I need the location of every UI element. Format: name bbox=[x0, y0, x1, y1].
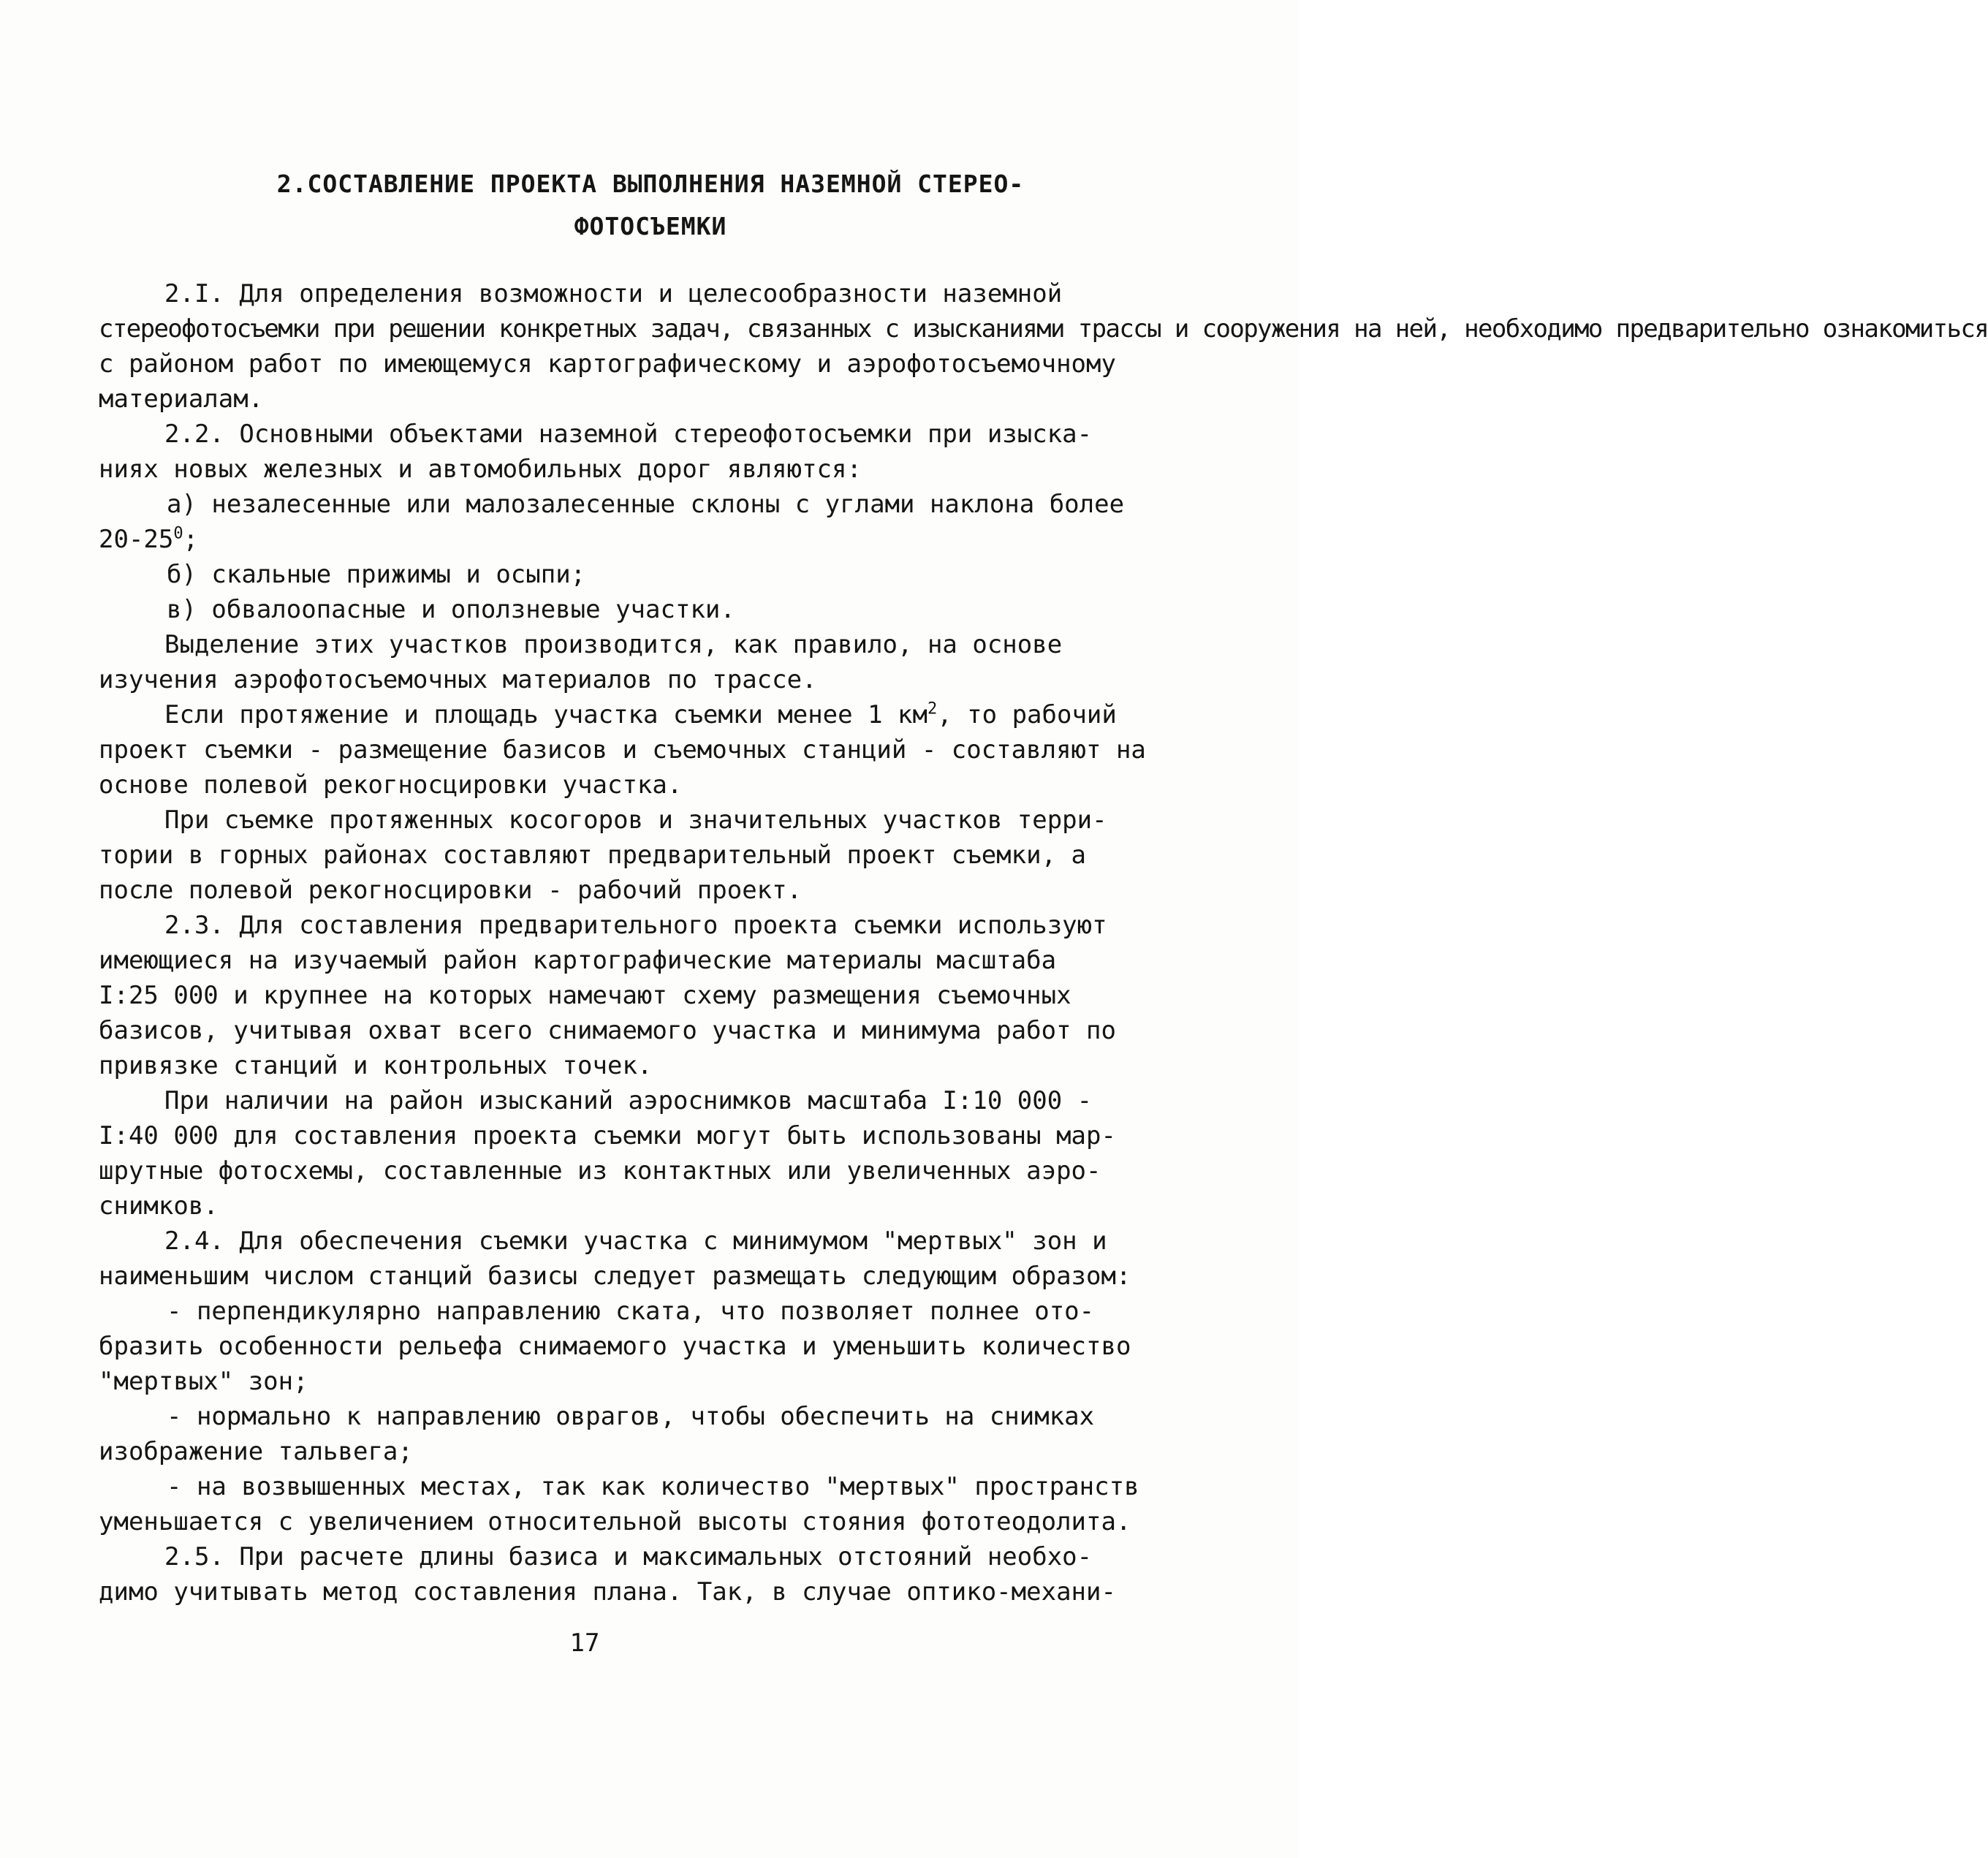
page-number: 17 bbox=[569, 1628, 600, 1658]
body-line: 2.2. Основными объектами наземной стереофотосъемки при изыска- bbox=[164, 420, 1093, 449]
body-line: I:40 000 для составления проекта съемки могут быть использованы мар- bbox=[99, 1121, 1116, 1150]
body-line: шрутные фотосхемы, составленные из контактных или увеличенных аэро- bbox=[99, 1156, 1101, 1186]
body-line: б) скальные прижимы и осыпи; bbox=[167, 560, 586, 589]
body-line: - перпендикулярно направлению ската, что позволяет полнее ото- bbox=[167, 1297, 1095, 1326]
body-line: тории в горных районах составляют предварительный проект съемки, а bbox=[99, 841, 1087, 870]
body-line: бразить особенности рельефа снимаемого участка и уменьшить количество bbox=[99, 1332, 1131, 1361]
section-title-line-2: ФОТОСЪЕМКИ bbox=[574, 212, 727, 240]
body-line: 2.I. Для определения возможности и целесообразности наземной bbox=[164, 279, 1063, 308]
area-superscript: 2 bbox=[927, 699, 938, 718]
body-line: изучения аэрофотосъемочных материалов по трассе. bbox=[99, 665, 817, 694]
body-line: базисов, учитывая охват всего снимаемого участка и минимума работ по bbox=[99, 1016, 1116, 1045]
body-line: "мертвых" зон; bbox=[99, 1367, 308, 1396]
body-line: Выделение этих участков производится, как правило, на основе bbox=[164, 630, 1063, 659]
body-line: а) незалесенные или малозалесенные склоны с углами наклона более bbox=[167, 490, 1125, 519]
body-line: 2.4. Для обеспечения съемки участка с минимумом "мертвых" зон и bbox=[164, 1226, 1107, 1256]
body-line: уменьшается с увеличением относительной высоты стояния фототеодолита. bbox=[99, 1507, 1131, 1536]
body-line: имеющиеся на изучаемый район картографические материалы масштаба bbox=[99, 946, 1057, 975]
body-line: ниях новых железных и автомобильных дорог являются: bbox=[99, 455, 862, 484]
body-line: Если протяжение и площадь участка съемки менее 1 $км^2$, то рабочий bbox=[164, 699, 1117, 729]
section-title-line-1: 2.СОСТАВЛЕНИЕ ПРОЕКТА ВЫПОЛНЕНИЯ НАЗЕМНОЙ СТЕРЕО- bbox=[276, 170, 1025, 198]
body-line: в) обвалоопасные и оползневые участки. bbox=[167, 595, 735, 624]
degree-superscript: 0 bbox=[173, 524, 183, 543]
body-line: При наличии на район изысканий аэроснимков масштаба I:10 000 - bbox=[164, 1086, 1093, 1115]
body-line: изображение тальвега; bbox=[99, 1437, 413, 1466]
body-line: проект съемки - размещение базисов и съемочных станций - составляют на bbox=[99, 735, 1146, 765]
body-line: При съемке протяженных косогоров и значительных участков терри- bbox=[164, 805, 1107, 835]
body-line: I:25 000 и крупнее на которых намечают схему размещения съемочных bbox=[99, 981, 1071, 1010]
body-line: основе полевой рекогносцировки участка. bbox=[99, 770, 683, 800]
body-line: димо учитывать метод составления плана. Так, в случае оптико-механи- bbox=[99, 1577, 1116, 1607]
body-line: с районом работ по имеющемуся картографическому и аэрофотосъемочному bbox=[99, 349, 1116, 379]
body-line: наименьшим числом станций базисы следует размещать следующим образом: bbox=[99, 1262, 1131, 1291]
body-line: стереофотосъемки при решении конкретных задач, связанных с изысканиями трассы и сооружения на ней, необходимо предварительно ознакомиться bbox=[99, 314, 1988, 344]
body-line: привязке станций и контрольных точек. bbox=[99, 1051, 653, 1080]
body-line: - на возвышенных местах, так как количество "мертвых" пространств bbox=[167, 1472, 1139, 1501]
body-line: снимков. bbox=[99, 1191, 219, 1221]
body-line: $20-25^0$; bbox=[99, 524, 199, 554]
body-line: 2.5. При расчете длины базиса и максимальных отстояний необхо- bbox=[164, 1542, 1093, 1571]
body-line: - нормально к направлению оврагов, чтобы обеспечить на снимках bbox=[167, 1402, 1095, 1431]
body-line: после полевой рекогносцировки - рабочий проект. bbox=[99, 876, 803, 905]
body-line: 2.3. Для составления предварительного проекта съемки используют bbox=[164, 911, 1107, 940]
body-line: материалам. bbox=[99, 384, 264, 414]
